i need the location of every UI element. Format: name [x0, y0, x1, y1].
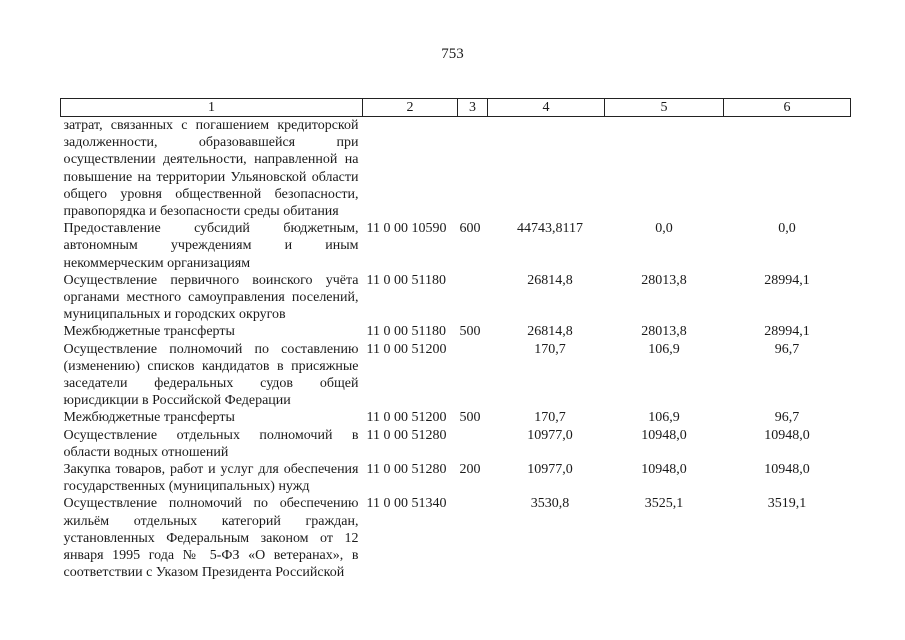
table-header — [61, 99, 851, 117]
row-value-5: 106,9 — [648, 341, 680, 357]
header-col-6: 6 — [724, 99, 851, 117]
row-value-4: 10977,0 — [527, 427, 573, 443]
page-number: 753 — [441, 46, 464, 62]
table-row — [61, 409, 851, 426]
row-expense-type: 500 — [459, 324, 481, 340]
row-name: Осуществление первичного воинского учёта органами местного самоуправления поселений, муниципальных и городских округов — [63, 272, 359, 323]
header-col-2: 2 — [363, 99, 458, 117]
row-expense-type: 600 — [459, 221, 481, 237]
row-expense-type — [458, 272, 488, 324]
row-code — [363, 117, 458, 221]
row-value-6: 28994,1 — [764, 324, 810, 340]
row-code: 11 0 00 51200 — [366, 410, 447, 426]
row-name: Осуществление полномочий по составлению (изменению) списков кандидатов в присяжные заседатели федеральных судов общей юрисдикции в Российской Федерации — [63, 341, 359, 409]
row-value-4: 44743,8117 — [517, 221, 583, 237]
row-value-5: 28013,8 — [641, 272, 687, 288]
row-value-4: 26814,8 — [527, 324, 573, 340]
row-code: 11 0 00 51280 — [366, 427, 447, 443]
row-value-4 — [488, 117, 605, 221]
row-value-6 — [724, 117, 851, 221]
row-expense-type: 500 — [459, 410, 481, 426]
header-col-1: 1 — [61, 99, 363, 117]
row-name: Предоставление субсидий бюджетным, автономным учреждениям и иным некоммерческим организациям — [63, 221, 359, 271]
table-row — [61, 427, 851, 461]
row-value-4: 170,7 — [534, 410, 566, 426]
header-col-5: 5 — [605, 99, 724, 117]
row-value-6: 96,7 — [774, 341, 800, 357]
row-value-4: 3530,8 — [530, 496, 570, 512]
table-body — [61, 117, 851, 582]
row-value-5 — [605, 117, 724, 221]
table-row — [61, 220, 851, 272]
row-value-4: 170,7 — [534, 341, 566, 357]
row-name: Межбюджетные трансферты — [63, 410, 235, 426]
row-value-5: 10948,0 — [641, 462, 687, 478]
row-value-5: 106,9 — [648, 410, 680, 426]
table-row — [61, 272, 851, 324]
row-value-6: 0,0 — [778, 221, 796, 237]
row-name: Осуществление полномочий по обеспечению жильём отдельных категорий граждан, установленных Федеральным законом от 12 января 1995 года № 5-ФЗ «О ветеранах», в соответствии с Указом Президента Российской — [63, 496, 359, 581]
row-value-6: 28994,1 — [764, 272, 810, 288]
table-row — [61, 117, 851, 221]
row-value-4: 10977,0 — [527, 462, 573, 478]
header-col-4: 4 — [488, 99, 605, 117]
table-row — [61, 323, 851, 340]
table-row — [61, 461, 851, 495]
row-value-4: 26814,8 — [527, 272, 573, 288]
row-value-5: 3525,1 — [644, 496, 684, 512]
row-value-5: 10948,0 — [641, 427, 687, 443]
row-expense-type: 200 — [459, 462, 481, 478]
row-expense-type — [458, 427, 488, 461]
row-value-5: 28013,8 — [641, 324, 687, 340]
row-expense-type — [458, 117, 488, 221]
row-name: Осуществление отдельных полномочий в области водных отношений — [63, 427, 359, 460]
row-value-6: 10948,0 — [764, 462, 810, 478]
table-row — [61, 495, 851, 581]
row-value-6: 3519,1 — [767, 496, 807, 512]
row-expense-type — [458, 495, 488, 581]
budget-table — [60, 98, 851, 581]
row-name: Закупка товаров, работ и услуг для обеспечения государственных (муниципальных) нужд — [63, 462, 359, 495]
table-row — [61, 341, 851, 410]
header-row — [61, 99, 851, 117]
row-name: Межбюджетные трансферты — [63, 324, 235, 340]
row-name: затрат, связанных с погашением кредиторской задолженности, образовавшейся при осуществлении деятельности, направленной на повышение на территории Ульяновской области общего уровня общественной безопасности, правопорядка и безопасности среды обитания — [63, 118, 359, 220]
row-code: 11 0 00 51200 — [366, 341, 447, 357]
row-code: 11 0 00 10590 — [366, 221, 447, 237]
row-code: 11 0 00 51340 — [366, 496, 447, 512]
row-value-6: 10948,0 — [764, 427, 810, 443]
row-code: 11 0 00 51180 — [366, 324, 446, 340]
row-code: 11 0 00 51280 — [366, 462, 447, 478]
header-col-3: 3 — [458, 99, 488, 117]
row-value-5: 0,0 — [655, 221, 673, 237]
row-code: 11 0 00 51180 — [366, 272, 446, 288]
row-value-6: 96,7 — [774, 410, 800, 426]
row-expense-type — [458, 341, 488, 410]
